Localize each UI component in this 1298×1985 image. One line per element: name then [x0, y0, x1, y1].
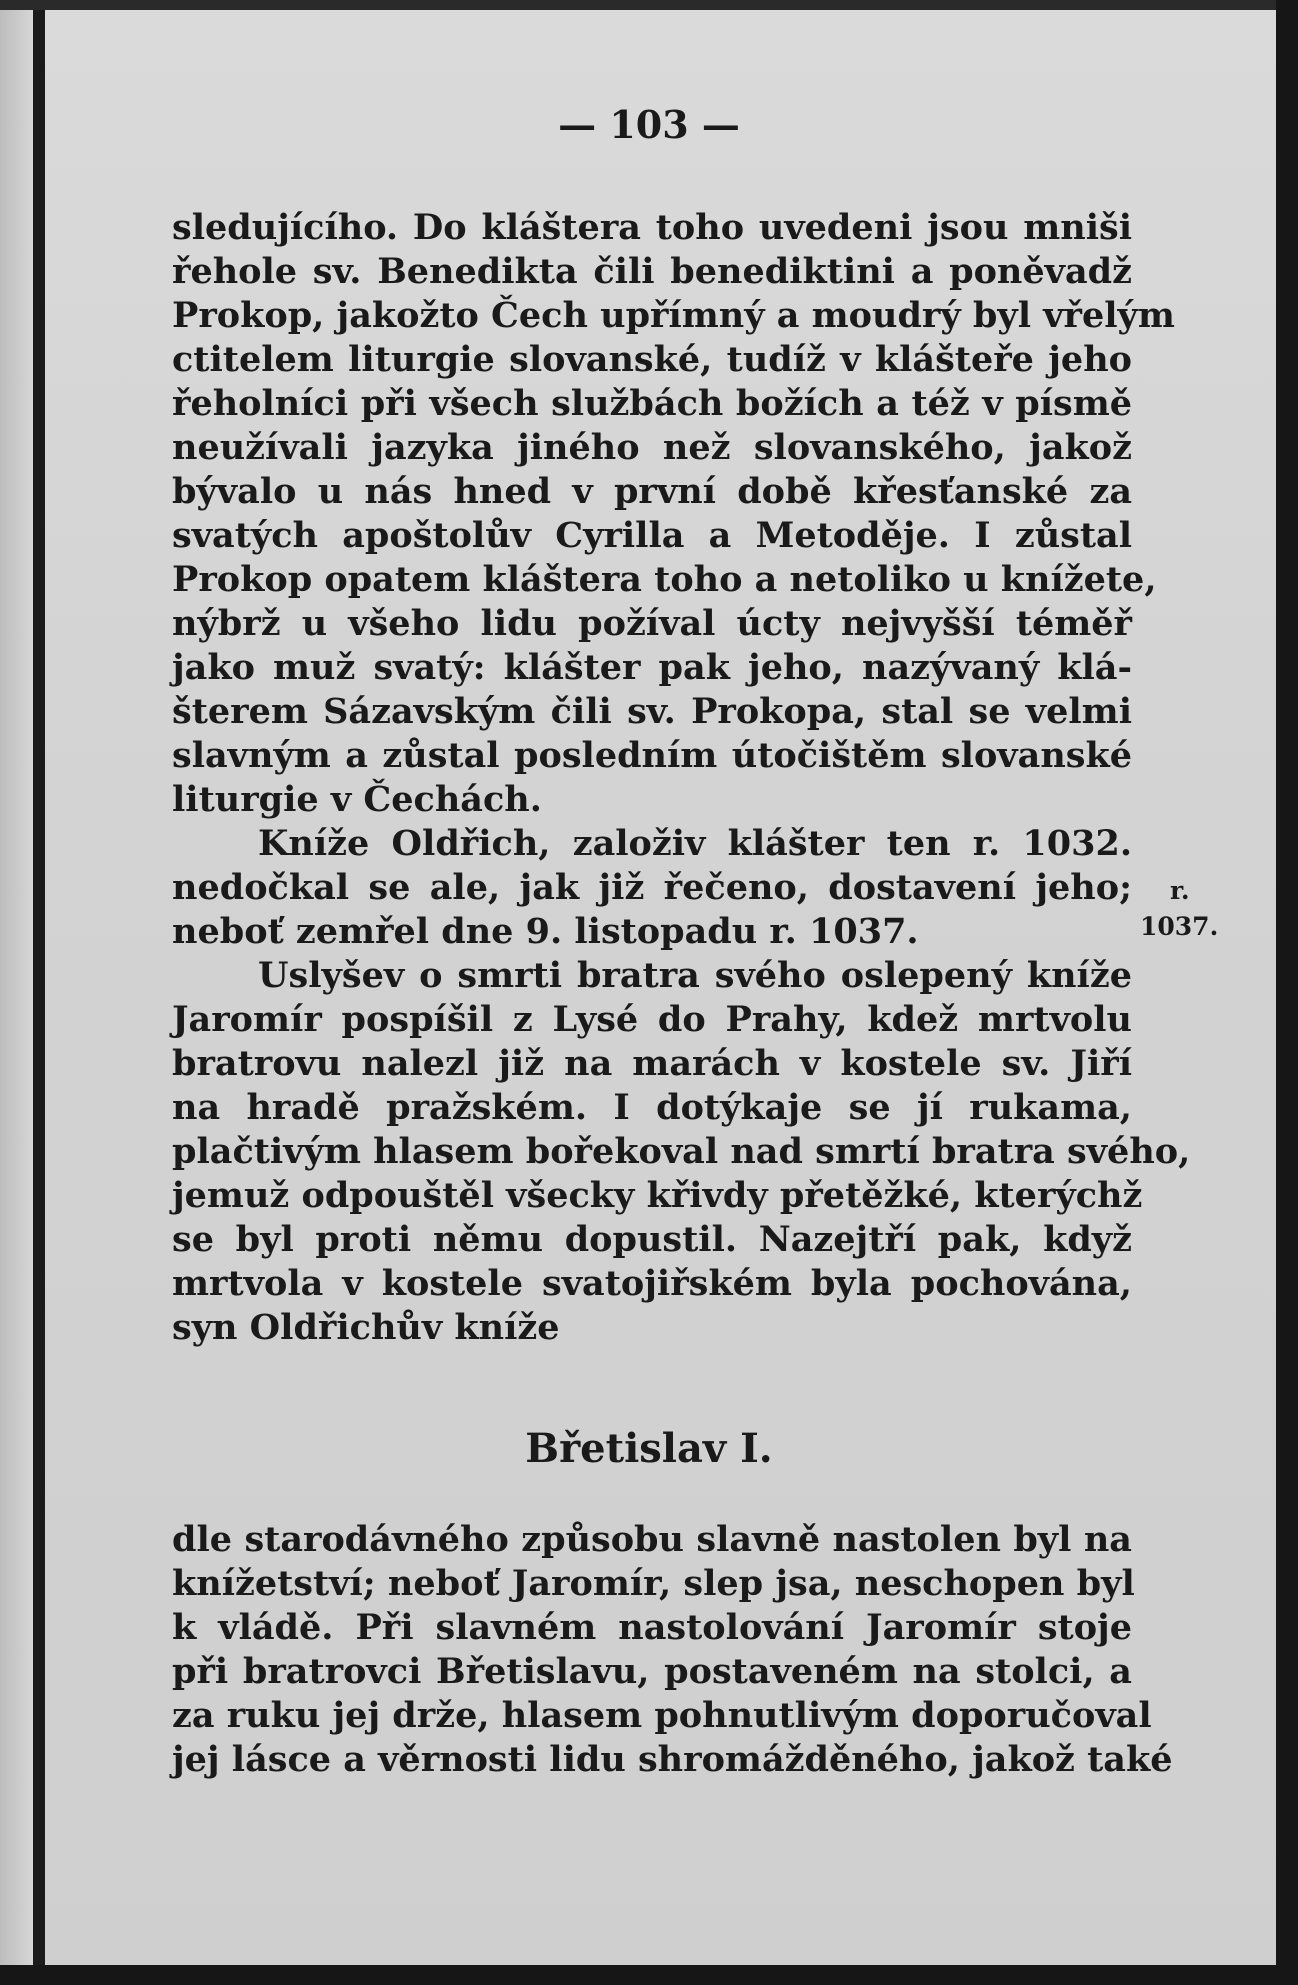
- text-line: řehole sv. Benedikta čili benediktini a poněvadž: [172, 251, 1132, 292]
- text-line: jemuž odpouštěl všecky křivdy přetěžké, kterýchž: [172, 1175, 1143, 1216]
- text-line: nýbrž u všeho lidu požíval úcty nejvyšší téměř: [172, 603, 1132, 644]
- text-line: při bratrovci Břetislavu, postaveném na stolci, a: [172, 1651, 1132, 1692]
- section-heading: Břetislav I.: [525, 1425, 773, 1472]
- text-line: liturgie v Čechách.: [172, 779, 542, 820]
- text-line: knížetství; neboť Jaromír, slep jsa, neschopen byl: [172, 1563, 1135, 1604]
- text-line: jej lásce a věrnosti lidu shromážděného, jakož také: [172, 1739, 1173, 1780]
- text-line: za ruku jej drže, hlasem pohnutlivým doporučoval: [172, 1695, 1152, 1736]
- text-line: řeholníci při všech službách božích a též v písmě: [172, 383, 1132, 424]
- text-line: jako muž svatý: klášter pak jeho, nazývaný klá-: [172, 647, 1132, 688]
- text-line: se byl proti němu dopustil. Nazejtří pak, když: [172, 1219, 1132, 1260]
- page-gutter: [0, 0, 33, 1985]
- scan-border-right: [1276, 0, 1298, 1985]
- text-line: nedočkal se ale, jak již řečeno, dostavení jeho;: [172, 867, 1132, 908]
- text-line: slavným a zůstal posledním útočištěm slovanské: [172, 735, 1132, 776]
- text-line: k vládě. Při slavném nastolování Jaromír stoje: [172, 1607, 1132, 1648]
- margin-note-year-label: r.: [1170, 876, 1190, 905]
- text-line: neboť zemřel dne 9. listopadu r. 1037.: [172, 911, 919, 952]
- binding-spine: [33, 0, 45, 1985]
- scan-border-top: [0, 0, 1298, 10]
- text-line: Uslyšev o smrti bratra svého oslepený kníže: [258, 955, 1132, 996]
- text-line: šterem Sázavským čili sv. Prokopa, stal se velmi: [172, 691, 1132, 732]
- margin-note-year: 1037.: [1140, 912, 1219, 941]
- text-line: Jaromír pospíšil z Lysé do Prahy, kdež mrtvolu: [172, 999, 1132, 1040]
- text-line: bratrovu nalezl již na marách v kostele sv. Jiří: [172, 1043, 1132, 1084]
- page-number: — 103 —: [558, 102, 740, 147]
- text-line: svatých apoštolův Cyrilla a Metoděje. I zůstal: [172, 515, 1132, 556]
- text-line: Kníže Oldřich, založiv klášter ten r. 1032.: [258, 823, 1132, 864]
- text-line: na hradě pražském. I dotýkaje se jí rukama,: [172, 1087, 1132, 1128]
- text-line: dle starodávného způsobu slavně nastolen byl na: [172, 1519, 1132, 1560]
- text-line: Prokop, jakožto Čech upřímný a moudrý byl vřelým: [172, 295, 1175, 336]
- text-line: plačtivým hlasem bořekoval nad smrtí bratra svého,: [172, 1131, 1191, 1172]
- scan-border-bottom: [0, 1965, 1298, 1985]
- text-line: Prokop opatem kláštera toho a netoliko u knížete,: [172, 559, 1157, 600]
- text-line: bývalo u nás hned v první době křesťanské za: [172, 471, 1132, 512]
- text-line: syn Oldřichův kníže: [172, 1307, 560, 1348]
- text-line: neužívali jazyka jiného než slovanského, jakož: [172, 427, 1132, 468]
- text-line: mrtvola v kostele svatojiřském byla pochována,: [172, 1263, 1132, 1304]
- text-line: sledujícího. Do kláštera toho uvedeni jsou mniši: [172, 207, 1132, 248]
- text-line: ctitelem liturgie slovanské, tudíž v klášteře jeho: [172, 339, 1132, 380]
